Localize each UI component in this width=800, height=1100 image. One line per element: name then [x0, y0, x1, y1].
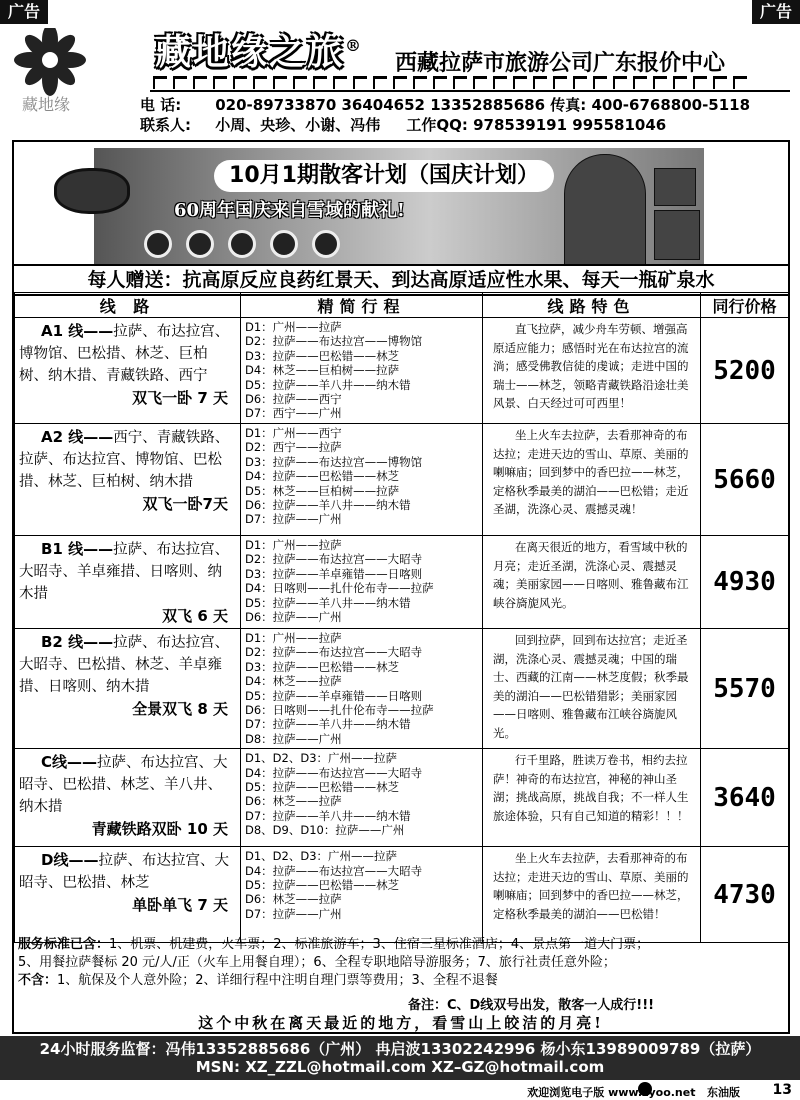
itinerary-day: D6：拉萨——羊八井——纳木错: [245, 498, 411, 513]
itinerary-day: D4：日喀则——扎什伦布寺——拉萨: [245, 581, 434, 596]
itinerary-day: D1：广州——拉萨: [245, 631, 342, 645]
excluded-text: 1、航保及个人意外险；2、详细行程中注明自理门票等费用；3、全程不退餐: [57, 973, 498, 988]
fax-label: 传真:: [550, 96, 587, 114]
tibetan-ornament-icons: [144, 230, 354, 262]
itinerary-day: D7：拉萨——羊八井——纳木错: [245, 808, 411, 823]
freebies-line: 每人赠送：抗高原反应良药红景天、到达高原适应性水果、每天一瓶矿泉水: [14, 264, 788, 296]
route-code: A1 线——: [41, 322, 114, 340]
route-feature: 回到拉萨，回到布达拉宫；走近圣湖，洗涤心灵、震撼灵魂；中国的瑞士、西藏的江南——林芝度假；秋季最美的湖泊——巴松错猎影；美丽家园——日喀则、雅鲁藏布江峡谷旖旎风光。: [483, 629, 701, 749]
included-label: 服务标准已含：: [18, 937, 110, 952]
itinerary-day: D4：林芝——拉萨: [245, 674, 342, 689]
portrait-photo-1: [654, 168, 696, 206]
header-price: 同行价格: [701, 293, 789, 318]
qq-label: 工作QQ:: [406, 116, 468, 134]
registered-mark: ®: [345, 36, 364, 55]
brand-name: 藏地缘之旅: [155, 31, 346, 73]
itinerary-day: D6：林芝——拉萨: [245, 794, 342, 809]
itinerary-day: D6：拉萨——广州: [245, 610, 342, 625]
route-destinations: 西宁、青藏铁路、拉萨、布达拉宫、博物馆、巴松措、林芝、巨柏树、纳木措: [19, 430, 230, 490]
route-table: [14, 292, 789, 943]
banner-subtitle: 60周年国庆来自雪域的献礼!: [174, 200, 405, 221]
phone-label: 电 话:: [140, 96, 182, 114]
route-code: B2 线——: [41, 633, 114, 651]
itinerary-day: D4：林芝——巨柏树——拉萨: [245, 363, 400, 378]
route-duration: 单卧单飞 7 天: [132, 896, 228, 915]
itinerary-day: D1：广州——拉萨: [245, 320, 342, 334]
route-row: [15, 749, 789, 847]
itinerary-cell: [241, 629, 483, 749]
route-price: 4730: [701, 847, 789, 943]
itinerary-day: D2：拉萨——布达拉宫——博物馆: [245, 334, 423, 349]
itinerary-day: D4：拉萨——布达拉宫——大昭寺: [245, 765, 423, 780]
slogan: 这个中秋在离天最近的地方，看雪山上皎洁的月亮!: [198, 1014, 604, 1032]
route-price: 5200: [701, 318, 789, 424]
agency-name: 西藏拉萨市旅游公司广东报价中心: [395, 51, 726, 76]
page-footer-text: [527, 1084, 740, 1100]
contact-names: 小周、央珍、小谢、冯伟: [215, 116, 381, 134]
footer-hotline: 24小时服务监督：冯伟13352885686（广州） 冉启波13302242996 杨小东13989009789（拉萨）: [39, 1040, 761, 1058]
route-row: [15, 318, 789, 424]
ad-tag-right: 广告: [752, 0, 800, 24]
promo-banner: [94, 148, 704, 264]
tibetan-woman-photo: [564, 154, 646, 266]
route-feature: 直飞拉萨，减少舟车劳顿、增强高原适应能力；感悟时光在布达拉宫的流淌；感受佛教信徒的虔诚；走进中国的瑞士——林芝，领略青藏铁路沿途壮美风景、白天经过可可西里！: [483, 318, 701, 424]
itinerary-day: D1、D2、D3：广州——拉萨: [245, 849, 398, 864]
route-price: 5660: [701, 424, 789, 536]
itinerary-cell: [241, 847, 483, 943]
route-duration: 双飞 6 天: [162, 607, 228, 625]
itinerary-day: D5：林芝——巨柏树——拉萨: [245, 483, 400, 498]
itinerary-day: D6：日喀则——扎什伦布寺——拉萨: [245, 703, 434, 718]
route-feature: 行千里路，胜读万卷书，相约去拉萨！神奇的布达拉宫，神秘的神山圣湖；挑战高原，挑战自我；不一样人生旅途体验，只有自己知道的精彩！！！: [483, 749, 701, 847]
route-code: A2 线——: [41, 428, 114, 446]
header-itinerary: 精简行程: [241, 293, 483, 318]
itinerary-cell: [241, 536, 483, 629]
main-panel: [12, 140, 790, 1034]
tibetan-script-decoration: [150, 72, 790, 92]
route-cell: [15, 318, 241, 424]
route-destinations: 拉萨、布达拉宫、大昭寺、巴松措、林芝、羊卓雍措、日喀则、纳木措: [19, 635, 230, 695]
route-price: 5570: [701, 629, 789, 749]
route-price: 4930: [701, 536, 789, 629]
route-destinations: 拉萨、布达拉宫、大昭寺、巴松措、林芝、羊八井、纳木措: [19, 755, 228, 816]
route-feature: 在离天很近的地方，看雪域中秋的月亮；走近圣湖，洗涤心灵、震撼灵魂；美丽家园——日喀则、雅鲁藏布江峡谷旖旎风光。: [483, 536, 701, 629]
portrait-photo-2: [654, 210, 700, 260]
flower-logo: [8, 28, 148, 124]
itinerary-day: D2：西宁——拉萨: [245, 440, 342, 455]
itinerary-day: D7：拉萨——广州: [245, 906, 342, 921]
route-description: [19, 320, 236, 387]
itinerary-day: D3：拉萨——巴松错——林芝: [245, 348, 400, 363]
edition-text: 东油版: [707, 1086, 740, 1099]
contact-label: 联系人:: [140, 116, 191, 134]
itinerary-day: D1：广州——拉萨: [245, 538, 342, 552]
itinerary-day: D1：广州——西宁: [245, 426, 342, 440]
route-code: C线——: [41, 753, 98, 772]
route-destinations: 拉萨、布达拉宫、大昭寺、羊卓雍措、日喀则、纳木措: [19, 542, 230, 602]
route-destinations: 拉萨、布达拉宫、博物馆、巴松措、林芝、巨柏树、纳木措、青藏铁路、西宁: [19, 324, 230, 384]
itinerary-cell: [241, 318, 483, 424]
remark-line: 备注：C、D线双号出发，散客一人成行!!!: [407, 998, 655, 1013]
route-feature: 坐上火车去拉萨，去看那神奇的布达拉；走进天边的雪山、草原、美丽的喇嘛庙；回到梦中的香巴拉——林芝，定格秋季最美的湖泊——巴松错；走近圣湖，洗涤心灵、震撼灵魂！: [483, 424, 701, 536]
itinerary-day: D5：拉萨——羊八井——纳木错: [245, 595, 411, 610]
itinerary-cell: [241, 749, 483, 847]
itinerary-day: D5：拉萨——羊卓雍错——日喀则: [245, 688, 423, 703]
itinerary-day: D6：林芝——拉萨: [245, 892, 342, 907]
ad-tag-left: 广告: [0, 0, 48, 24]
page-number: 13: [772, 1082, 792, 1098]
itinerary-day: D3：拉萨——布达拉宫——博物馆: [245, 454, 423, 469]
route-cell: [15, 847, 241, 943]
itinerary-day: D8、D9、D10：拉萨——广州: [245, 823, 405, 838]
route-table-header: [15, 293, 789, 318]
route-price: 3640: [701, 749, 789, 847]
itinerary-day: D4：拉萨——巴松错——林芝: [245, 469, 400, 484]
included-text-1: 1、机票、机建费，火车票；2、标准旅游车；3、住宿三星标准酒店；4、景点第一道大门票；: [109, 937, 650, 952]
itinerary-cell: [241, 424, 483, 536]
route-description: [19, 538, 236, 605]
itinerary-day: D7：拉萨——羊八井——纳木错: [245, 717, 411, 732]
itinerary-day: D3：拉萨——羊卓雍错——日喀则: [245, 566, 423, 581]
footer-bar: [0, 1036, 800, 1080]
route-description: [19, 426, 236, 493]
itinerary-day: D1、D2、D3：广州——拉萨: [245, 751, 398, 766]
header: [0, 22, 800, 132]
route-cell: [15, 629, 241, 749]
route-duration: 双飞一卧 7 天: [132, 389, 228, 407]
itinerary-day: D5：拉萨——羊八井——纳木错: [245, 377, 411, 392]
page-footer: [0, 1080, 800, 1100]
route-duration: 全景双飞 8 天: [132, 700, 228, 718]
contact-line: [140, 114, 666, 135]
itinerary-day: D2：拉萨——布达拉宫——大昭寺: [245, 552, 423, 567]
route-duration: 青藏铁路双卧 10 天: [91, 820, 228, 839]
website-text[interactable]: 欢迎浏览电子版 www.zyoo.net: [527, 1086, 696, 1099]
header-features: 线路特色: [483, 293, 701, 318]
route-cell: [15, 536, 241, 629]
service-standards: [18, 936, 784, 990]
itinerary-day: D5：拉萨——巴松错——林芝: [245, 878, 400, 893]
excluded-label: 不含：: [18, 973, 58, 988]
route-code: D线——: [41, 851, 99, 870]
header-route: 线 路: [15, 293, 241, 318]
fax-number: 400-6768800-5118: [591, 96, 751, 114]
route-duration: 双飞一卧7天: [142, 495, 228, 513]
footer-msn: MSN: XZ_ZZL@hotmail.com XZ–GZ@hotmail.com: [195, 1058, 605, 1076]
phone-line: [140, 94, 750, 115]
route-description: [19, 631, 236, 698]
route-feature: 坐上火车去拉萨，去看那神奇的布达拉；走进天边的雪山、草原、美丽的喇嘛庙；回到梦中的香巴拉——林芝，定格秋季最美的湖泊——巴松错！: [483, 847, 701, 943]
route-description: [19, 751, 236, 818]
itinerary-day: D7：西宁——广州: [245, 406, 342, 421]
phone-numbers: 020-89733870 36404652 13352885686: [215, 96, 546, 114]
route-cell: [15, 749, 241, 847]
itinerary-day: D2：拉萨——布达拉宫——大昭寺: [245, 645, 423, 660]
itinerary-day: D5：拉萨——巴松错——林芝: [245, 780, 400, 795]
prayer-wheel-image: [54, 168, 130, 214]
route-destinations: 拉萨、布达拉宫、大昭寺、巴松措、林芝: [19, 853, 229, 892]
brand-title: [155, 24, 363, 75]
qq-numbers: 978539191 995581046: [473, 116, 667, 134]
route-row: [15, 847, 789, 943]
route-row: [15, 629, 789, 749]
itinerary-day: D7：拉萨——广州: [245, 512, 342, 527]
itinerary-day: D4：拉萨——布达拉宫——大昭寺: [245, 863, 423, 878]
included-text-2: 5、用餐拉萨餐标 20 元/人/正（火车上用餐自理）；6、全程专职地陪导游服务；7、旅行社责任意外险；: [18, 955, 616, 970]
route-cell: [15, 424, 241, 536]
banner-title: 10月1期散客计划（国庆计划）: [214, 160, 554, 192]
logo-text: 藏地缘: [22, 95, 71, 114]
route-row: [15, 536, 789, 629]
itinerary-day: D3：拉萨——巴松错——林芝: [245, 659, 400, 674]
itinerary-day: D6：拉萨——西宁: [245, 392, 342, 407]
route-code: B1 线——: [41, 540, 114, 558]
itinerary-day: D8：拉萨——广州: [245, 731, 342, 746]
route-row: [15, 424, 789, 536]
route-description: [19, 849, 236, 894]
